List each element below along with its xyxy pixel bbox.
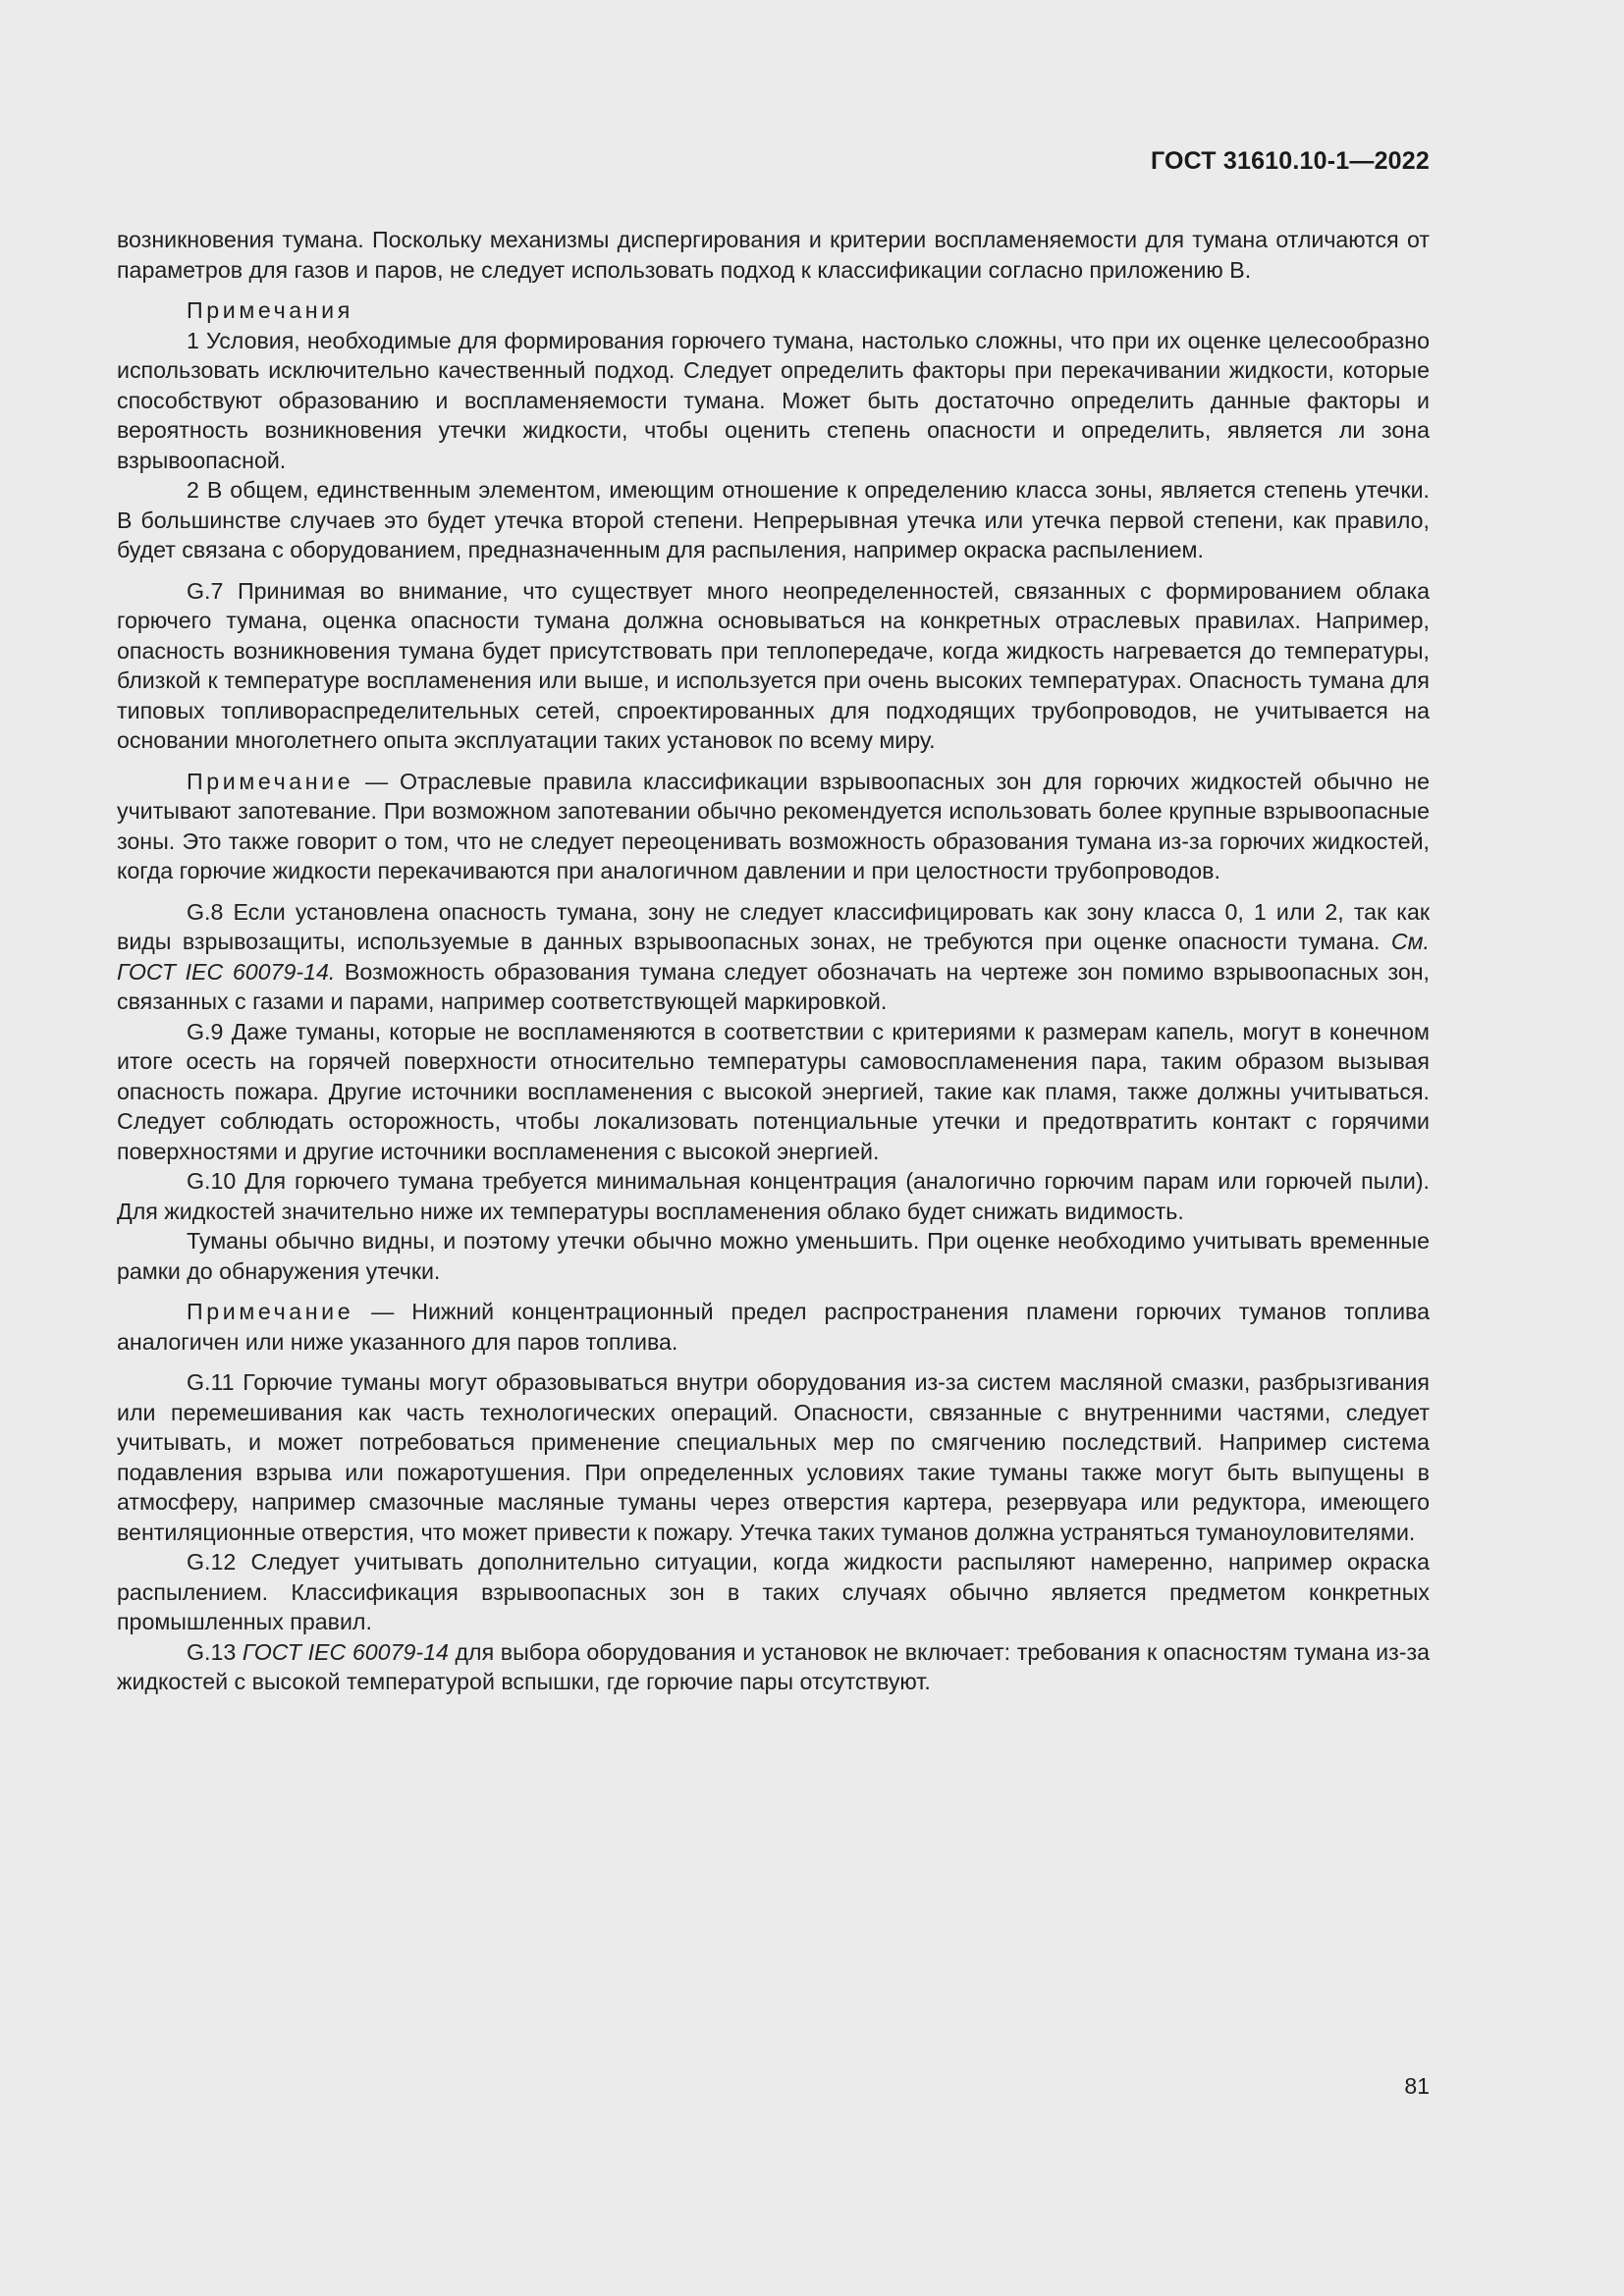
clause-g10: G.10 Для горючего тумана требуется минимальная концентрация (аналогично горючим парам или горючей пыли). Для жидкостей значительно ниже их температуры воспламенения облако будет снижать видимость.	[117, 1168, 1430, 1224]
clause-g7: G.7 Принимая во внимание, что существует много неопределенностей, связанных с формированием облака горючего тумана, оценка опасности тумана должна основываться на конкретных отраслевых правилах. Например, опасность возникновения тумана будет присутствовать при теплопередаче, когда жидкость нагревается до температуры, близкой к температуре воспламенения или выше, и используется при очень высоких температурах. Опасность тумана для типовых топливораспределительных сетей, спроектированных для подходящих трубопроводов, не учитывается на основании многолетнего опыта эксплуатации таких установок по всему миру.	[117, 577, 1430, 753]
clause-g13-number: G.13	[187, 1638, 243, 1665]
note-after-g7	[117, 767, 1430, 886]
clause-g11: G.11 Горючие туманы могут образовываться внутри оборудования из-за систем масляной смазки, разбрызгивания или перемешивания как часть технологических операций. Опасности, связанные с внутренними частями, следует учитывать, и может потребоваться применение специальных мер по смягчению последствий. Например система подавления взрыва или пожаротушения. При определенных условиях такие туманы также могут быть выпущены в атмосферу, например смазочные масляные туманы через отверстия картера, резервуара или редуктора, имеющего вентиляционные отверстия, что может привести к пожару. Утечка таких туманов должна устраняться туманоуловителями.	[117, 1369, 1430, 1545]
clause-g13-text: для выбора оборудования и установок не включает: требования к опасностям тумана из-за жидкостей с высокой температурой вспышки, где горючие пары отсутствуют.	[117, 1638, 1430, 1694]
clause-g8-reference: См. ГОСТ IEC 60079-14.	[117, 929, 1430, 985]
note-after-g10	[117, 1297, 1430, 1357]
note-2: 2 В общем, единственным элементом, имеющим отношение к определению класса зоны, является степень утечки. В большинстве случаев это будет утечка второй степени. Непрерывная утечка или утечка первой степени, как правило, будет связана с оборудованием, предназначенным для распыления, например окраска распылением.	[117, 477, 1430, 562]
paragraph-intro: возникновения тумана. Поскольку механизмы диспергирования и критерии воспламеняемости для тумана отличаются от параметров для газов и паров, не следует использовать подход к классификации согласно приложению В.	[117, 227, 1430, 283]
note-1: 1 Условия, необходимые для формирования горючего тумана, настолько сложны, что при их оценке целесообразно использовать исключительно качественный подход. Следует определить факторы при перекачивании жидкости, которые способствуют образованию и воспламеняемости тумана. Может быть достаточно определить данные факторы и вероятность возникновения утечки жидкости, чтобы оценить степень опасности и определить, является ли зона взрывоопасной.	[117, 327, 1430, 473]
note-text: — Отраслевые правила классификации взрывоопасных зон для горючих жидкостей обычно не учитывают запотевание. При возможном запотевании обычно рекомендуется использовать более крупные взрывоопасные зоны. Это также говорит о том, что не следует переоценивать возможность образования тумана из-за горючих жидкостей, когда горючие жидкости перекачиваются при аналогичном давлении и при целостности трубопроводов.	[117, 768, 1430, 883]
notes-heading: Примечания	[187, 297, 353, 323]
clause-g8-text-cont: Возможность образования тумана следует обозначать на чертеже зон помимо взрывоопасных зон, связанных с газами и парами, например соответствующей маркировкой.	[117, 958, 1430, 1014]
clause-g10-continuation: Туманы обычно видны, и поэтому утечки обычно можно уменьшить. При оценке необходимо учитывать временные рамки до обнаружения утечки.	[117, 1228, 1430, 1284]
note-label: Примечание	[187, 1299, 354, 1324]
clause-g9: G.9 Даже туманы, которые не воспламеняются в соответствии с критериями к размерам капель, могут в конечном итоге осесть на горячей поверхности относительно температуры самовоспламенения пара, таким образом вызывая опасность пожара. Другие источники воспламенения с высокой энергией, такие как пламя, также должны учитываться. Следует соблюдать осторожность, чтобы локализовать потенциальные утечки и предотвратить контакт с горячими поверхностями и другие источники воспламенения с высокой энергией.	[117, 1018, 1430, 1164]
clause-g8-text: G.8 Если установлена опасность тумана, зону не следует классифицировать как зону класса 0, 1 или 2, так как виды взрывозащиты, используемые в данных взрывоопасных зонах, не требуются при оценке опасности тумана.	[117, 898, 1430, 954]
document-body	[117, 225, 1430, 1697]
document-header: ГОСТ 31610.10-1—2022	[1150, 147, 1430, 175]
clause-g13	[117, 1637, 1430, 1697]
clause-g12: G.12 Следует учитывать дополнительно ситуации, когда жидкости распыляют намеренно, например окраска распылением. Классификация взрывоопасных зон в таких случаях обычно является предметом конкретных промышленных правил.	[117, 1549, 1430, 1634]
note-text: — Нижний концентрационный предел распространения пламени горючих туманов топлива аналогичен или ниже указанного для паров топлива.	[117, 1299, 1430, 1355]
page-number: 81	[1404, 2073, 1430, 2099]
clause-g8	[117, 897, 1430, 1017]
clause-g13-reference: ГОСТ IEC 60079-14	[242, 1638, 449, 1665]
note-label: Примечание	[187, 768, 354, 794]
